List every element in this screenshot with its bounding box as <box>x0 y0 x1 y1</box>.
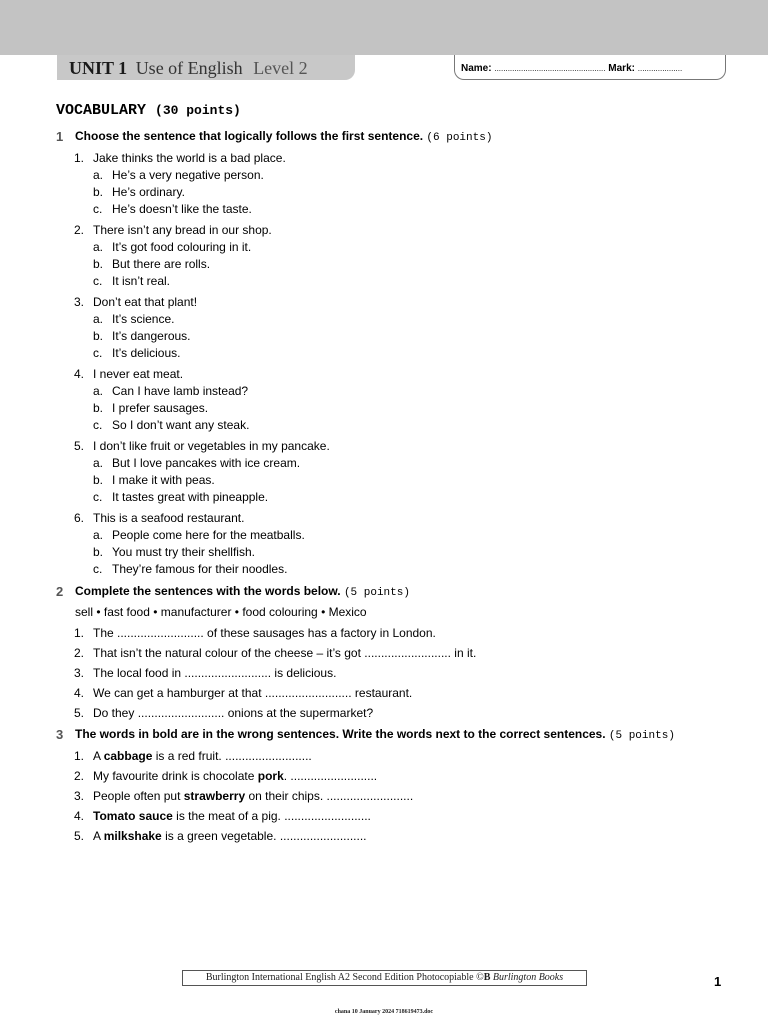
option-letter: a. <box>93 168 104 182</box>
exercise-number: 3 <box>56 727 64 742</box>
name-mark-box <box>454 55 726 80</box>
sentence-pre: A <box>93 829 104 843</box>
sentence-text: We can get a hamburger at that .......................... restaurant. <box>93 686 413 700</box>
worksheet-content <box>56 100 736 850</box>
correction-item[interactable] <box>56 768 736 784</box>
exercise-3-heading <box>56 727 736 742</box>
question-text: Jake thinks the world is a bad place. <box>93 151 286 165</box>
exercise-points: (5 points) <box>343 587 410 599</box>
option-text: But there are rolls. <box>112 257 211 271</box>
option-text: He’s doesn’t like the taste. <box>112 202 252 216</box>
answer-options <box>93 167 736 218</box>
sentence-pre: A <box>93 749 104 763</box>
correction-item[interactable] <box>56 748 736 764</box>
exercise-3-items <box>56 748 736 844</box>
correction-item[interactable] <box>56 788 736 804</box>
option-text: I make it with peas. <box>112 473 215 487</box>
question-text: I don’t like fruit or vegetables in my pancake. <box>93 439 330 453</box>
answer-options <box>93 383 736 434</box>
section-points: (30 points) <box>155 103 241 118</box>
option-text: So I don’t want any steak. <box>112 418 250 432</box>
top-band <box>0 0 768 55</box>
question-number: 2. <box>74 646 85 660</box>
exercise-1-heading <box>56 129 736 144</box>
exercise-instruction: Choose the sentence that logically follows the first sentence. <box>75 129 424 143</box>
question-number: 5. <box>74 439 85 453</box>
exercise-points: (5 points) <box>608 730 675 742</box>
answer-option[interactable] <box>93 400 736 417</box>
question-number: 3. <box>74 295 85 309</box>
option-letter: c. <box>93 562 103 576</box>
question-number: 4. <box>74 809 85 823</box>
question-number: 4. <box>74 367 85 381</box>
option-text: They’re famous for their noodles. <box>112 562 288 576</box>
gap-fill-item[interactable] <box>56 685 736 701</box>
exercise-number: 2 <box>56 584 64 599</box>
exercise-2-items <box>56 625 736 721</box>
gap-fill-item[interactable] <box>56 705 736 721</box>
answer-option[interactable] <box>93 455 736 472</box>
question-item <box>56 438 736 506</box>
option-letter: c. <box>93 490 103 504</box>
question-number: 2. <box>74 223 85 237</box>
exercise-2-heading <box>56 584 736 599</box>
question-item <box>56 366 736 434</box>
sentence-text: The .......................... of these sausages has a factory in London. <box>93 626 436 640</box>
sentence-pre: My favourite drink is chocolate <box>93 769 258 783</box>
sentence-post: is a red fruit. .......................... <box>152 749 312 763</box>
unit-label: UNIT 1 <box>69 58 128 78</box>
question-item <box>56 294 736 362</box>
section-title <box>56 102 736 119</box>
bold-word: milkshake <box>103 829 162 843</box>
option-text: But I love pancakes with ice cream. <box>112 456 301 470</box>
sentence-text: Do they .......................... onions at the supermarket? <box>93 706 374 720</box>
question-number: 3. <box>74 666 85 680</box>
sentence-text: That isn’t the natural colour of the cheese – it’s got .......................... in it. <box>93 646 477 660</box>
option-letter: b. <box>93 257 104 271</box>
correction-item[interactable] <box>56 828 736 844</box>
word-bank: sell • fast food • manufacturer • food colouring • Mexico <box>75 605 367 619</box>
bold-word: Tomato sauce <box>93 809 173 823</box>
question-number: 1. <box>74 626 85 640</box>
answer-option[interactable] <box>93 201 736 218</box>
question-number: 4. <box>74 686 85 700</box>
option-text: It tastes great with pineapple. <box>112 490 269 504</box>
option-letter: c. <box>93 274 103 288</box>
question-number: 1. <box>74 749 85 763</box>
section-title-text: VOCABULARY <box>56 102 147 119</box>
option-text: I prefer sausages. <box>112 401 209 415</box>
question-item <box>56 222 736 290</box>
exercise-points: (6 points) <box>426 132 493 144</box>
option-text: Can I have lamb instead? <box>112 384 249 398</box>
option-letter: b. <box>93 185 104 199</box>
option-letter: b. <box>93 473 104 487</box>
mark-label: Mark: <box>608 63 635 74</box>
question-item <box>56 510 736 578</box>
option-letter: a. <box>93 312 104 326</box>
unit-title: Use of English <box>135 58 243 78</box>
answer-option[interactable] <box>93 417 736 434</box>
answer-option[interactable] <box>93 383 736 400</box>
option-letter: a. <box>93 528 104 542</box>
option-text: It’s got food colouring in it. <box>112 240 252 254</box>
question-number: 5. <box>74 829 85 843</box>
option-text: He’s ordinary. <box>112 185 185 199</box>
sentence-text: The local food in .......................... is delicious. <box>93 666 337 680</box>
question-text: There isn’t any bread in our shop. <box>93 223 272 237</box>
sentence-post: . .......................... <box>283 769 378 783</box>
answer-options <box>93 527 736 578</box>
page-number: 1 <box>714 974 722 989</box>
footer-text: Burlington International English A2 Second Edition Photocopiable © <box>205 972 484 983</box>
correction-item[interactable] <box>56 808 736 824</box>
footer-credit <box>182 970 587 986</box>
answer-option[interactable] <box>93 239 736 256</box>
answer-options <box>93 239 736 290</box>
answer-option[interactable] <box>93 328 736 345</box>
option-letter: c. <box>93 418 103 432</box>
exercise-number: 1 <box>56 129 64 144</box>
option-text: It’s science. <box>112 312 175 326</box>
option-letter: b. <box>93 329 104 343</box>
exercise-1-items <box>56 150 736 578</box>
question-number: 1. <box>74 151 85 165</box>
option-letter: c. <box>93 202 103 216</box>
option-text: It isn’t real. <box>112 274 171 288</box>
option-letter: a. <box>93 456 104 470</box>
gap-fill-item[interactable] <box>56 645 736 661</box>
answer-option[interactable] <box>93 544 736 561</box>
sentence-pre: People often put <box>93 789 184 803</box>
option-text: He’s a very negative person. <box>112 168 264 182</box>
sentence-post: on their chips. .......................... <box>245 789 414 803</box>
question-number: 6. <box>74 511 85 525</box>
answer-options <box>93 311 736 362</box>
option-text: You must try their shellfish. <box>112 545 255 559</box>
answer-options <box>93 455 736 506</box>
answer-option[interactable] <box>93 256 736 273</box>
answer-option[interactable] <box>93 561 736 578</box>
option-text: It’s delicious. <box>112 346 181 360</box>
question-text: I never eat meat. <box>93 367 184 381</box>
answer-option[interactable] <box>93 472 736 489</box>
sentence-post: is the meat of a pig. .......................... <box>172 809 371 823</box>
answer-option[interactable] <box>93 489 736 506</box>
option-text: It’s dangerous. <box>112 329 191 343</box>
question-text: Don’t eat that plant! <box>93 295 198 309</box>
gap-fill-item[interactable] <box>56 665 736 681</box>
answer-option[interactable] <box>93 345 736 362</box>
answer-option[interactable] <box>93 184 736 201</box>
option-letter: a. <box>93 384 104 398</box>
option-letter: b. <box>93 545 104 559</box>
answer-option[interactable] <box>93 273 736 290</box>
exercise-instruction: Complete the sentences with the words below. <box>75 584 341 598</box>
question-number: 5. <box>74 706 85 720</box>
answer-option[interactable] <box>93 311 736 328</box>
option-text: People come here for the meatballs. <box>112 528 305 542</box>
bold-word: pork <box>257 769 284 783</box>
exercise-2 <box>56 584 736 721</box>
answer-option[interactable] <box>93 527 736 544</box>
unit-level: Level 2 <box>253 58 308 78</box>
question-item <box>56 150 736 218</box>
exercise-1 <box>56 129 736 578</box>
sentence-post: is a green vegetable. .......................... <box>161 829 367 843</box>
option-letter: c. <box>93 346 103 360</box>
unit-header-tab <box>57 55 355 80</box>
publisher-logo-mark: B <box>483 972 491 983</box>
bold-word: cabbage <box>103 749 153 763</box>
option-letter: b. <box>93 401 104 415</box>
gap-fill-item[interactable] <box>56 625 736 641</box>
exercise-3 <box>56 727 736 844</box>
answer-option[interactable] <box>93 167 736 184</box>
question-number: 2. <box>74 769 85 783</box>
name-field[interactable]: .................................................. <box>494 64 606 73</box>
file-info: chana 10 January 2024 718619473.doc <box>334 1009 434 1015</box>
publisher-name: Burlington Books <box>492 972 564 983</box>
option-letter: a. <box>93 240 104 254</box>
question-number: 3. <box>74 789 85 803</box>
bold-word: strawberry <box>183 789 246 803</box>
name-label: Name: <box>461 63 492 74</box>
mark-field[interactable]: .................... <box>637 64 683 73</box>
question-text: This is a seafood restaurant. <box>93 511 245 525</box>
exercise-instruction: The words in bold are in the wrong sentences. Write the words next to the correct sentences. <box>75 727 606 741</box>
